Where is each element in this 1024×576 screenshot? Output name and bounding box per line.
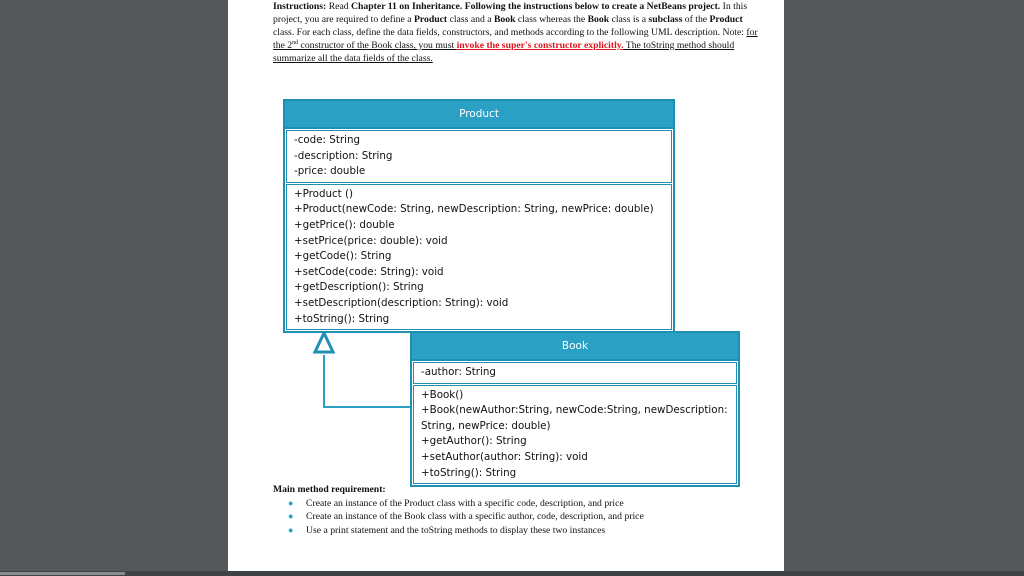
product-fields bbox=[286, 130, 672, 183]
text-run: class and a bbox=[447, 14, 494, 25]
field: -code: String bbox=[294, 134, 361, 146]
method: +toString(): String bbox=[294, 312, 390, 325]
list-item bbox=[273, 497, 753, 511]
method: +Book() bbox=[421, 388, 464, 401]
text-run: of the bbox=[682, 14, 710, 25]
text-run: class is a bbox=[609, 14, 649, 25]
method: +toString(): String bbox=[421, 466, 517, 479]
product-word: Product bbox=[413, 14, 448, 25]
instructions-label: Instructions: bbox=[273, 1, 327, 12]
list-item-text: Create an instance of the Product class with a specific code, description, and price bbox=[306, 497, 624, 509]
method: +Product(newCode: String, newDescription: String, newPrice: double) bbox=[294, 203, 654, 216]
method: +setPrice(price: double): void bbox=[294, 234, 448, 247]
text-run: Read bbox=[326, 1, 352, 12]
main-method-requirements bbox=[273, 483, 753, 537]
bullet-icon: ● bbox=[288, 497, 294, 508]
method: +Product () bbox=[294, 187, 354, 200]
book-methods bbox=[413, 385, 737, 485]
requirement-list bbox=[273, 497, 753, 538]
list-item bbox=[273, 510, 753, 524]
product-class-name: Product bbox=[285, 101, 673, 129]
field: -author: String bbox=[421, 366, 496, 378]
book-word: Book bbox=[493, 14, 516, 25]
list-item-text: Use a print statement and the toString methods to display these two instances bbox=[306, 524, 606, 536]
inheritance-arrowhead-icon bbox=[315, 333, 333, 352]
method: +getDescription(): String bbox=[294, 281, 424, 294]
list-item-text: Create an instance of the Book class with a specific author, code, description, and price bbox=[306, 511, 644, 522]
method: +getCode(): String bbox=[294, 250, 392, 263]
field: -description: String bbox=[294, 149, 393, 162]
method: +Book(newAuthor:String, newCode:String, newDescription: String, newPrice: double) bbox=[421, 404, 728, 432]
bullet-icon: ● bbox=[288, 524, 294, 535]
main-requirement-title: Main method requirement: bbox=[273, 484, 386, 495]
note-underlined: The toString method should summarize all the data fields of the class. bbox=[273, 40, 735, 64]
chapter-text: Chapter 11 on Inheritance. Following the instructions below to create a NetBeans project. bbox=[351, 1, 721, 12]
subclass-word: subclass bbox=[648, 14, 683, 25]
text-run: class. For each class, define the data fields, constructors, and methods according to the following UML description. Note: bbox=[273, 27, 747, 38]
list-item bbox=[273, 524, 753, 538]
method: +getAuthor(): String bbox=[421, 435, 527, 448]
method: +setAuthor(author: String): void bbox=[421, 450, 588, 463]
text-run: In this project, you are required to define a bbox=[273, 1, 748, 25]
method: +getPrice(): double bbox=[294, 218, 395, 231]
superscript: nd bbox=[292, 39, 299, 46]
scrollbar-thumb[interactable] bbox=[0, 572, 125, 575]
text-run: class whereas the bbox=[515, 14, 588, 25]
red-emphasis: invoke the super's constructor explicitly. bbox=[456, 40, 624, 51]
method: +setDescription(description: String): void bbox=[294, 296, 509, 309]
product-class-box bbox=[283, 99, 675, 333]
document-page bbox=[228, 0, 784, 571]
bullet-icon: ● bbox=[288, 511, 294, 521]
method: +setCode(code: String): void bbox=[294, 265, 444, 278]
field: -price: double bbox=[294, 165, 366, 178]
product-word: Product bbox=[709, 14, 743, 25]
book-class-name: Book bbox=[412, 333, 738, 361]
instructions-paragraph bbox=[273, 0, 763, 65]
book-class-box bbox=[410, 331, 740, 487]
inheritance-connector bbox=[324, 355, 412, 407]
product-methods bbox=[286, 184, 672, 330]
book-fields bbox=[413, 362, 737, 384]
text-run: for the 2 bbox=[273, 27, 758, 51]
book-word: Book bbox=[587, 14, 610, 25]
horizontal-scrollbar[interactable] bbox=[0, 571, 1024, 576]
text-run: constructor of the Book class, you must bbox=[298, 40, 457, 51]
